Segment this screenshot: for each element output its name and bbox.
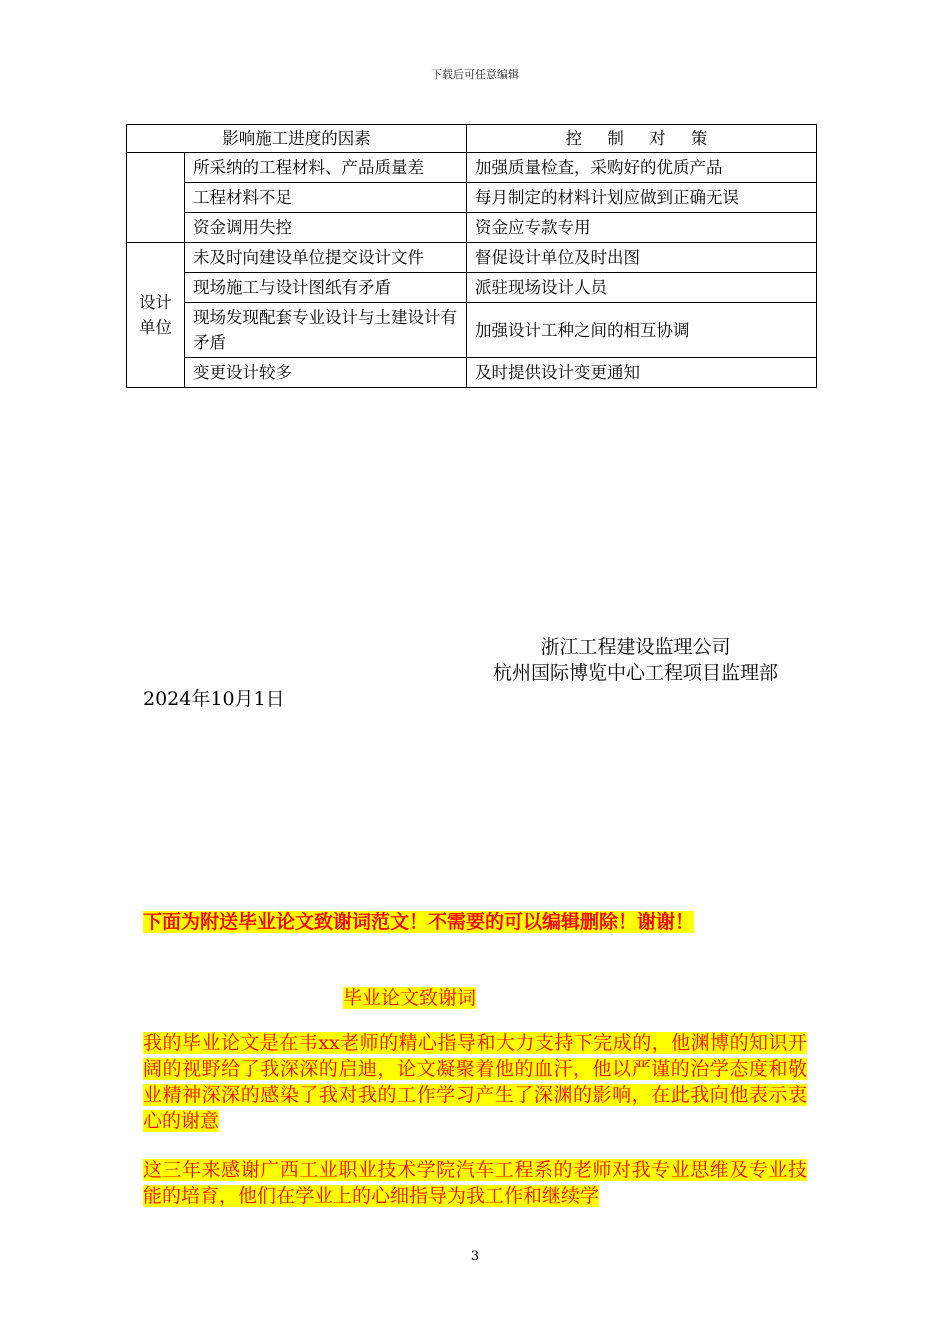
paragraph-text: 我的毕业论文是在韦xx老师的精心指导和大力支持下完成的，他渊博的知识开阔的视野给了我深深的启迪，论文凝聚着他的血汗，他以严谨的治学态度和敬业精神深深的感染了我对我的工作学习产生了深渊的影响，在此我向他表示衷心的谢意 xyxy=(143,1032,807,1132)
factor-cell: 工程材料不足 xyxy=(185,183,467,213)
category-cell: 设计单位 xyxy=(127,243,185,388)
table-row xyxy=(127,213,817,243)
factor-cell: 资金调用失控 xyxy=(185,213,467,243)
header-note: 下载后可任意编辑 xyxy=(431,68,519,81)
table-header-row xyxy=(127,125,817,153)
measure-cell: 及时提供设计变更通知 xyxy=(467,358,817,388)
measure-cell: 每月制定的材料计划应做到正确无误 xyxy=(467,183,817,213)
page-number: 3 xyxy=(470,1249,480,1264)
paragraph-text: 这三年来感谢广西工业职业技术学院汽车工程系的老师对我专业思维及专业技能的培育，他们在学业上的心细指导为我工作和继续学 xyxy=(143,1159,807,1207)
factor-cell: 未及时向建设单位提交设计文件 xyxy=(185,243,467,273)
measure-cell: 督促设计单位及时出图 xyxy=(467,243,817,273)
signature-block xyxy=(463,634,808,686)
measure-cell: 加强设计工种之间的相互协调 xyxy=(467,303,817,358)
department-name: 杭州国际博览中心工程项目监理部 xyxy=(492,662,778,684)
signature-date: 2024年10月1日 xyxy=(143,688,285,710)
acknowledgement-title xyxy=(343,983,476,1010)
measure-cell: 资金应专款专用 xyxy=(467,213,817,243)
header-factors: 影响施工进度的因素 xyxy=(127,125,467,153)
category-cell xyxy=(127,153,185,243)
company-name: 浙江工程建设监理公司 xyxy=(540,636,731,658)
factor-cell: 现场施工与设计图纸有矛盾 xyxy=(185,273,467,303)
measure-cell: 派驻现场设计人员 xyxy=(467,273,817,303)
table-row xyxy=(127,273,817,303)
measure-cell: 加强质量检查，采购好的优质产品 xyxy=(467,153,817,183)
title-text: 毕业论文致谢词 xyxy=(343,987,477,1009)
table-row xyxy=(127,243,817,273)
table-row xyxy=(127,358,817,388)
acknowledgement-paragraph xyxy=(143,1157,807,1209)
factor-cell: 现场发现配套专业设计与土建设计有矛盾 xyxy=(185,303,467,358)
table-row xyxy=(127,303,817,358)
table-row xyxy=(127,183,817,213)
table-row xyxy=(127,153,817,183)
notice-text: 下面为附送毕业论文致谢词范文！不需要的可以编辑删除！谢谢！ xyxy=(143,911,695,933)
acknowledgement-paragraph xyxy=(143,1030,807,1134)
appendix-notice xyxy=(143,907,694,934)
header-measures: 控 制 对 策 xyxy=(467,125,817,153)
factor-cell: 变更设计较多 xyxy=(185,358,467,388)
factor-cell: 所采纳的工程材料、产品质量差 xyxy=(185,153,467,183)
progress-factors-table xyxy=(126,124,817,388)
